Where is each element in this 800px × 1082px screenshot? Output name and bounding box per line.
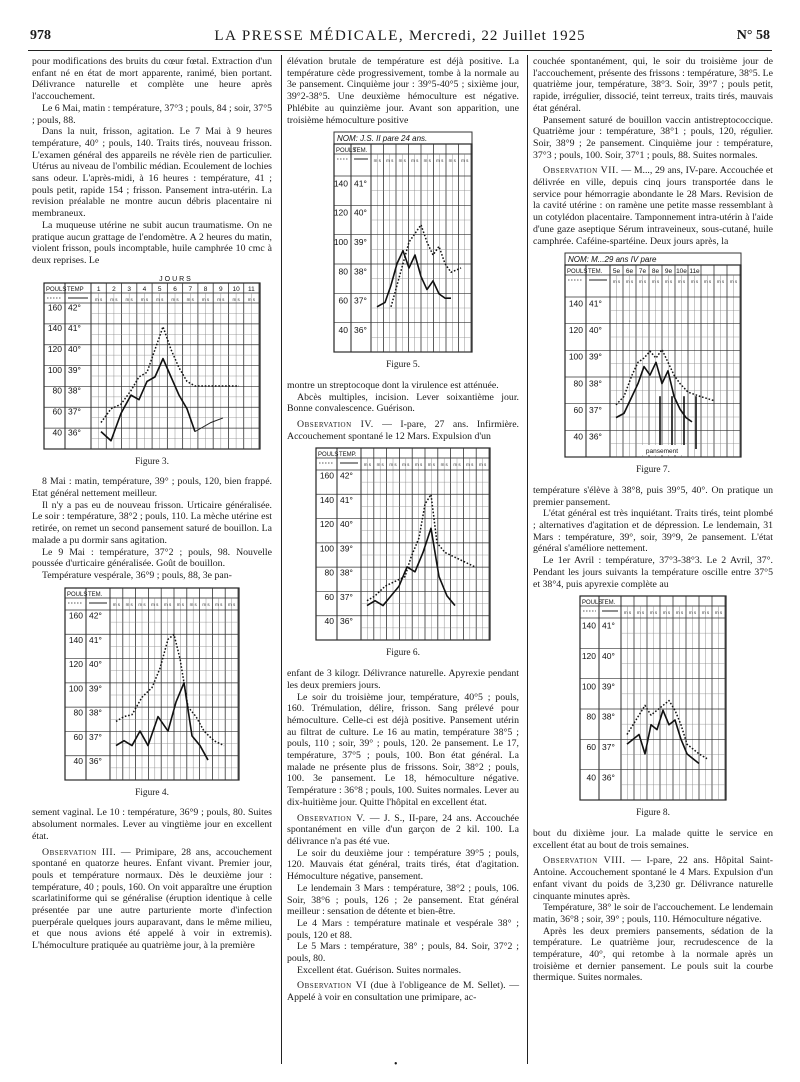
chart-ms-label: m s [675,610,684,616]
chart-ms-label: m s [95,296,103,302]
chart-pulse-tick: 120 [319,519,334,530]
chart-ms-label: m s [215,601,223,607]
paragraph: Excellent état. Guérison. Suites normales. [297,964,462,976]
paragraph: Le 5 Mars : température, 38° ; pouls, 84. Soir, 37°2 ; pouls, 80. [287,941,519,965]
chart-temp-tick: 40° [340,519,353,530]
column-rule-2 [527,55,528,1064]
chart-day-label: 5 [157,285,162,293]
observation-8 [533,855,773,902]
observation-6 [287,980,519,1003]
chart-temp-tick: 41° [340,495,353,506]
chart-pulse-tick: 140 [568,298,583,309]
chart-temp-tick: 41° [354,178,367,189]
column-rule-1 [281,55,282,1064]
paragraph: enfant de 3 kilogr. Délivrance naturelle. Apyrexie pendant les deux premiers jours. [287,668,519,691]
chart-ms-label: m s [651,279,660,285]
chart-ms-label: m s [373,158,381,164]
chart-temp-tick: 36° [354,325,367,336]
chart-ms-label: m s [227,601,236,607]
chart-temp-tick: 41° [68,322,81,333]
paragraph: Le 4 Mars : température matinale et vespérale 38° ; pouls, 120 et 88. [287,917,519,941]
page-number: 978 [30,28,51,43]
chart-ms-label: m s [664,279,673,285]
chart-temp-tick: 37° [340,592,353,603]
chart-day-label: 6e [625,268,634,276]
chart-day-label: 1 [96,285,101,293]
chart-day-label: 3 [127,285,131,293]
chart-ms-label: m s [649,610,658,616]
chart-ms-label: m s [176,601,185,607]
figure-3-caption: Figure 3. [135,456,169,467]
chart-ms-label: m s [478,462,487,468]
chart-pulse-tick: 40 [586,772,596,783]
chart-ms-label: m s [636,610,645,616]
paragraph: Température vespérale, 36°9 ; pouls, 88, 3e pan- [42,569,232,581]
chart-pulse-header: POULS [567,269,588,276]
chart-pulse-tick: 40 [573,431,583,442]
figure-8-caption: Figure 8. [636,808,670,819]
chart-temp-tick: 38° [602,711,615,722]
chart-ms-label: m s [729,279,738,285]
chart-pulse-header: POULS [582,600,603,607]
chart-ms-label: m s [376,462,384,468]
chart-pulse-tick: 60 [52,406,62,417]
observation-8-label: Observation VIII. [543,855,626,867]
chart-day-label: 10e [676,268,687,276]
chart-temp-tick: 37° [89,731,102,742]
chart-temp-header: TEMP. [339,452,357,459]
chart-pulse-tick: 160 [68,610,83,621]
chart-pulse-tick: 140 [333,178,348,189]
observation-4-label: Observation IV. [297,419,374,431]
paragraph: montre un streptocoque dont la virulence est atténuée. [287,379,499,391]
chart-pulse-tick: 120 [333,207,348,218]
chart-ms-label: m s [247,296,255,302]
chart-pulse-tick: 80 [73,707,83,718]
paragraph: Le lendemain 3 Mars : température, 38°2 ; pouls, 106. Soir, 38°6 ; pouls, 126 ; 2e pansement. Etat général meilleur : sensation de détente et bien-être. [287,882,519,918]
observation-3 [32,847,272,952]
chart-temp-tick: 37° [589,405,602,416]
chart-ms-label: m s [423,158,431,164]
chart-pulse-header: POULS [336,148,357,155]
chart-ms-label: m s [703,279,712,285]
chart-temp-tick: 38° [68,385,81,396]
chart-temp-tick: 41° [589,298,602,309]
chart-temp-tick: 37° [354,295,367,306]
chart-days-title: JOURS [159,275,193,283]
chart-ms-label: m s [186,296,194,302]
chart-day-label: 6 [173,285,177,293]
column-1 [32,56,272,952]
figure-8-chart [579,594,727,802]
chart-ms-label: m s [690,279,699,285]
observation-5-label: Observation V. [297,812,366,824]
chart-ms-label: m s [716,279,725,285]
chart-pulse-tick: 120 [68,658,83,669]
chart-temp-header: TEM. [353,148,368,155]
chart-pulse-tick: 60 [338,295,348,306]
chart-day-label: 2 [112,285,116,293]
chart-pulse-tick: 120 [581,651,596,662]
paragraph: Température, 38° le soir de l'accouchement. Le lendemain matin, 36°8 ; soir, 39° ; pouls, 110. Hémoculture négative. [533,902,773,925]
chart-temp-tick: 41° [602,620,615,631]
chart-pulse-header: POULS [318,452,339,459]
chart-temp-tick: 39° [89,683,102,694]
chart-temp-tick: 40° [354,207,367,218]
chart-temp-tick: 36° [89,755,102,766]
chart-ms-label: m s [156,296,164,302]
chart-pulse-tick: 80 [338,266,348,277]
column-3 [533,56,773,984]
figure-3-chart [43,271,261,451]
chart-ms-label: m s [217,296,225,302]
chart-dressing-annotation: pansement [645,448,679,456]
chart-patient-name: NOM: J.S. II pare 24 ans. [337,134,428,144]
chart-ms-label: m s [140,296,149,302]
figure-4-caption: Figure 4. [135,787,169,798]
paragraph: Dans la nuit, frisson, agitation. Le 7 Mai à 9 heures température, 40° ; pouls, 140. Traits tirés, nouveau frisson. L'examen général des appareils ne révèle rien de particulier. Utérus au niveau de l'ombilic médian. Ecoulement de lochies sans odeur. L'après-midi, à 16 heures : température, 41 ; pouls petit, rapide 154 ; frisson. Pansement intra-utérin. La revision préalable ne montre aucun débris placentaire ni membraneux. [32,126,272,220]
chart-pulse-header: POULS [67,591,88,598]
chart-temp-tick: 38° [340,568,353,579]
chart-pulse-tick: 120 [568,325,583,336]
figure-7-chart [564,251,742,459]
chart-ms-label: m s [688,610,697,616]
chart-temp-tick: 38° [589,378,602,389]
chart-ms-label: m s [202,601,210,607]
chart-ms-label: m s [189,601,197,607]
chart-pulse-tick: 80 [573,378,583,389]
observation-5 [287,813,519,848]
chart-temp-tick: 38° [89,707,102,718]
chart-temp-tick: 42° [89,610,102,621]
chart-day-label: 9 [219,285,223,293]
chart-temp-tick: 39° [68,364,81,375]
chart-pulse-tick: 140 [319,495,334,506]
chart-ms-label: m s [414,462,423,468]
chart-temp-header: TEM. [601,600,616,607]
chart-temp-tick: 36° [340,616,353,627]
paragraph: Le soir du deuxième jour : température 39°5 ; pouls, 120. Mauvais état général, traits tirés, état d'agitation. Hémoculture négative, pansement. [287,847,519,883]
chart-ms-label: m s [440,462,448,468]
chart-ms-label: m s [125,296,133,302]
chart-pulse-tick: 80 [52,385,62,396]
running-title [30,28,770,45]
chart-temp-tick: 42° [68,301,81,312]
paragraph: Il n'y a pas eu de nouveau frisson. Urticaire généralisée. Le soir : température, 38°2 ; pouls, 110. La mèche utérine est retirée, on remet un second pansement saturé de bouillon. La malade a pu dormir sans agitation. [32,499,272,546]
figure-4-chart [64,586,240,782]
chart-ms-label: m s [677,279,686,285]
chart-pulse-tick: 60 [73,731,83,742]
paragraph: température s'élève à 38°8, puis 39°5, 40°. On pratique un premier pansement. [533,484,773,508]
paragraph: Après les deux premiers pansements, sédation de la température. Le quatrième jour, recrudescence de la température, 40°, qui retombe à la normale après un troisième et dernier pansement. Le pouls suit la courbe thermique. Suites normales. [533,925,773,984]
observation-3-label: Observation III. [42,846,117,858]
chart-temp-tick: 40° [68,343,81,354]
chart-temp-header: TEM. [588,269,603,276]
observation-7-label: Observation VII. [543,165,619,177]
chart-ms-label: m s [151,601,159,607]
paragraph: couchée spontanément, qui, le soir du troisième jour de l'accouchement, présente des frissons : température, 38°5. Le quatrième jour, température, 38°3. Soir, 39°7 ; pouls petit, rapide, irrégulier, dissocié, teint terreux, traits tirés, mauvais état général. [533,56,773,114]
chart-ms-label: m s [386,158,394,164]
paragraph: 8 Mai : matin, température, 39° ; pouls, 120, bien frappé. Etat général nettement meilleur. [32,476,272,500]
chart-ms-label: m s [163,601,172,607]
chart-temp-header: TEMP [67,286,84,293]
paragraph: Abcès multiples, incision. Lever soixantième jour. Bonne convalescence. Guérison. [287,391,519,415]
figure-7-caption: Figure 7. [636,465,670,476]
page-header [30,28,770,48]
chart-ms-label: m s [201,296,210,302]
issue-number: N° 58 [736,28,770,43]
chart-pulse-tick: 60 [586,742,596,753]
chart-temp-tick: 42° [340,470,353,481]
chart-temp-tick: 39° [589,351,602,362]
chart-pulse-tick: 100 [47,364,62,375]
chart-day-label: 9e [664,268,673,276]
journal-title: LA PRESSE MÉDICALE, [214,28,405,44]
chart-ms-label: m s [398,158,406,164]
chart-ms-label: m s [171,296,179,302]
chart-temp-tick: 39° [354,237,367,248]
chart-temp-tick: 39° [340,543,353,554]
chart-pulse-tick: 160 [319,470,334,481]
paragraph: La muqueuse utérine ne subit aucun traumatisme. On ne pratique aucun grattage de l'endomètre. A 2 heures du matin, violent frisson, pouls incomptable, huile camphrée 10 cmc à deux reprises. Le [32,219,272,266]
chart-temp-tick: 40° [89,658,102,669]
observation-6-text: (due à l'obligeance de M. Sellet). — Appelé à voir en consultation une primipare, ac- [287,980,520,1004]
chart-patient-name: NOM: M...29 ans IV pare [568,255,657,265]
chart-ms-label: m s [138,601,146,607]
chart-pulse-tick: 60 [324,592,334,603]
chart-pulse-tick: 140 [581,620,596,631]
chart-day-label: 7 [188,285,193,293]
chart-pulse-tick: 160 [47,301,62,312]
chart-temp-tick: 40° [589,325,602,336]
chart-ms-label: m s [448,158,456,164]
paragraph: bout du dixième jour. La malade quitte le service en excellent état au bout de trois semaines. [533,827,773,851]
chart-day-label: 10 [232,285,240,293]
chart-ms-label: m s [662,610,671,616]
chart-pulse-tick: 120 [47,343,62,354]
chart-temp-tick: 40° [602,651,615,662]
chart-pulse-tick: 80 [324,568,334,579]
chart-day-label: 11 [247,285,255,293]
chart-ms-label: m s [389,462,397,468]
chart-ms-label: m s [125,601,133,607]
chart-temp-tick: 37° [68,406,81,417]
chart-day-label: 8 [203,285,208,293]
chart-temp-tick: 36° [68,427,81,438]
column-2 [287,56,519,1004]
chart-pulse-tick: 140 [68,634,83,645]
chart-day-label: 7e [638,268,647,276]
chart-pulse-tick: 40 [338,325,348,336]
chart-ms-label: m s [625,279,634,285]
paragraph: sement vaginal. Le 10 : température, 36°9 ; pouls, 80. Suites absolument normales. Lever au vingtième jour en excellent état. [32,807,272,842]
chart-ms-label: m s [110,296,118,302]
chart-temp-tick: 38° [354,266,367,277]
paragraph: Le 1er Avril : température, 37°3-38°3. Le 2 Avril, 37°. Pendant les jours suivants la température oscille entre 37°5 et 38°4, puis apyrexie complète au [533,555,773,590]
chart-pulse-tick: 100 [333,237,348,248]
chart-ms-label: m s [466,462,474,468]
chart-ms-label: m s [638,279,647,285]
chart-ms-label: m s [623,610,632,616]
observation-7 [533,165,773,247]
chart-pulse-tick: 100 [319,543,334,554]
chart-pulse-tick: 100 [68,683,83,694]
chart-pulse-header: POULS [46,286,67,293]
chart-frame [334,144,472,352]
observation-5-text: — J. S., II-pare, 24 ans. Accouchée spontanément en ville d'un garçon de 2 kil. 100. La délivrance n'a pas été vue. [287,812,519,847]
chart-ms-label: m s [461,158,469,164]
chart-day-label: 5e [612,268,621,276]
chart-pulse-tick: 140 [47,322,62,333]
chart-temp-header: TEM. [88,591,103,598]
chart-day-label: 8e [651,268,660,276]
observation-4-text: — I-pare, 27 ans. Infirmière. Accouchement spontané le 12 Mars. Expulsion d'un [287,419,519,442]
chart-ms-label: m s [427,462,436,468]
chart-day-label: 11e [689,268,700,276]
observation-6-label: Observation VI [297,980,367,992]
chart-ms-label: m s [411,158,419,164]
paragraph: élévation brutale de température est déjà positive. La température cède progressivement, tombe à la normale au 3e pansement. Cinquième jour : 39°5-40°5 ; sixième jour, 39°2-38°5. Une deuxième hémoculture est négative. Phlébite au quinzième jour. Avant son apparition, une troisième hémoculture positive [287,56,519,126]
chart-ms-label: m s [701,610,710,616]
chart-ms-label: m s [436,158,444,164]
figure-6-caption: Figure 6. [386,648,420,659]
observation-7-text: — M..., 29 ans, IV-pare. Accouchée et délivrée en ville, depuis cinq jours transportée dans le service pour hémorragie abondante le 28 Mars. Revision de la cavité utérine : on ramène une petite masse ressemblant à un cotylédon placentaire. Tamponnement intra-utérin à l'aide d'une gaze aseptique Sérum intraveineux, sous-cutané, huile camphrée. Caféine-spartéine. Deux jours après, la [533,165,773,247]
paragraph: Pansement saturé de bouillon vaccin antistreptococcique. Quatrième jour : température, 38°1 ; pouls, 120, régulier. Soir, 38°9 ; 2e pansement. Cinquième jour : température, 37°3 ; pouls, 100. Soir, 37°1 ; pouls, 88. Suites normales. [533,114,773,161]
paragraph: Le soir du troisième jour, température, 40°5 ; pouls, 160. Trémulation, délire, frisson. Sang prélevé pour hémoculture. Celle-ci est déjà positive. Pansement utérin au filtrat de culture. Le 16 au matin, température 38°5 ; pouls, 110 ; soir, 39° ; pouls, 120. 2e pansement. Le 17, température, 37°5 ; pouls, 100. Bon état général. La malade ne présente plus de frissons. Soir, 38°2 ; pouls, 100. 3e pansement. Le 18, hémoculture négative. Température : 36°8 ; pouls, 100. Suites normales. Lever au dix-huitième jour. Quitte l'hôpital en excellent état. [287,691,519,808]
chart-temp-tick: 36° [589,431,602,442]
chart-ms-label: m s [402,462,410,468]
chart-pulse-tick: 100 [568,351,583,362]
figure-6-chart [315,446,491,642]
chart-ms-label: m s [112,601,121,607]
issue-date: Mercredi, 22 Juillet 1925 [408,28,586,44]
figure-5-chart [333,130,473,354]
chart-pulse-tick: 60 [573,405,583,416]
chart-ms-label: m s [714,610,723,616]
chart-pulse-tick: 40 [73,755,83,766]
chart-temp-tick: 39° [602,681,615,692]
chart-ms-label: m s [612,279,621,285]
paragraph: pour modifications des bruits du cœur fœtal. Extraction d'un enfant né en état de mort apparente, ranimé, bien portant. Délivrance naturelle et complète une heure après l'accouchement. [32,56,272,103]
observation-8-text: — I-pare, 22 ans. Hôpital Saint-Antoine. Accouchement spontané le 4 Mars. Expulsion d'un enfant vivant du poids de 3,230 gr. Délivrance naturelle cinquante minutes après. [533,855,773,902]
chart-pulse-tick: 100 [581,681,596,692]
chart-ms-label: m s [453,462,461,468]
header-rule [28,50,772,51]
chart-ms-label: m s [232,296,240,302]
observation-4 [287,419,519,442]
chart-temp-tick: 37° [602,742,615,753]
chart-pulse-tick: 40 [52,427,62,438]
page-end-ornament: • [394,1059,398,1070]
chart-temp-tick: 41° [89,634,102,645]
paragraph: L'état général est très inquiétant. Traits tirés, teint plombé ; alternatives d'agitation et de dépression. Le lendemain, 31 Mars : température, 39°, soir, 39°9, 2e pansement. L'état général s'améliore nettement. [533,508,773,555]
chart-ms-label: m s [363,462,372,468]
figure-5-caption: Figure 5. [386,360,420,371]
chart-pulse-tick: 80 [586,711,596,722]
chart-pulse-tick: 40 [324,616,334,627]
observation-3-text: — Primipare, 28 ans, accouchement spontané en quatorze heures. Enfant vivant. Premier jour, pouls et température normaux. Dès le deuxième jour : température, 40 ; pouls, 160. On voit apparaître une éruption scarlatiniforme qui se généralise (éruption identique à celle présentée par une autre parturiente morte d'infection puerpérale quelques jours auparavant, dans le même milieu, et que nous avions été appelé à voir in extremis). L'hémoculture pratiquée au quatrième jour, à la première [32,846,272,952]
paragraph: Le 9 Mai : température, 37°2 ; pouls, 98. Nouvelle poussée d'urticaire généralisée. Goût de bouillon. [32,546,272,570]
paragraph: Le 6 Mai, matin : température, 37°3 ; pouls, 84 ; soir, 37°5 ; pouls, 88. [32,102,273,126]
chart-day-label: 4 [142,285,147,293]
chart-temp-tick: 36° [602,772,615,783]
